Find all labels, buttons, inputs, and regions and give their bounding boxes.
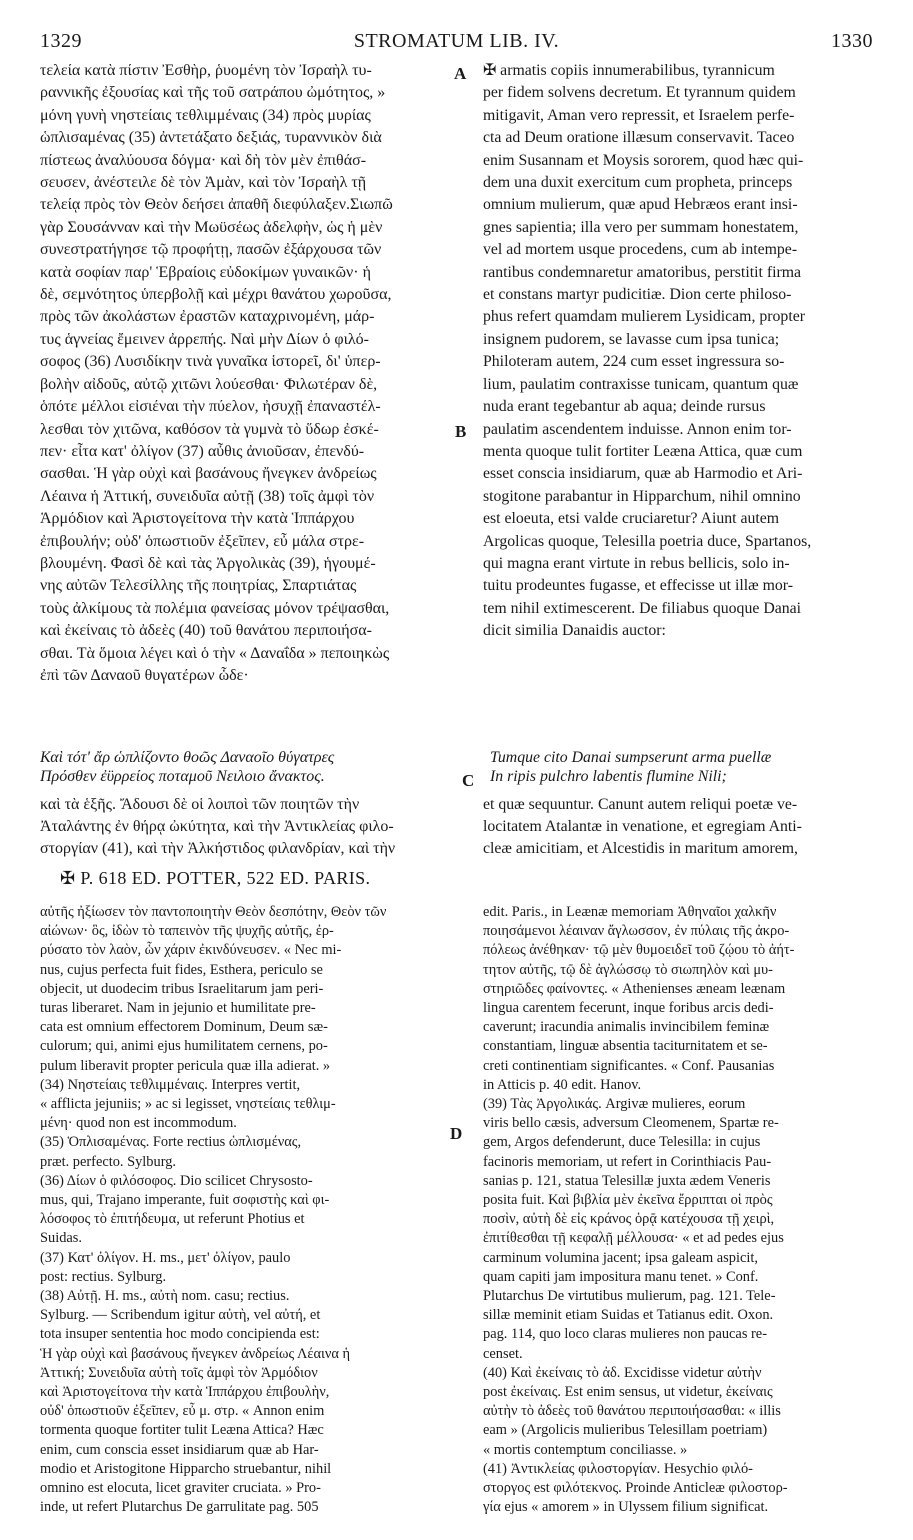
text-line: κατὰ σοφίαν παρ' Ἑβραίοις εὐδοκίμων γυναικῶν· ἡ <box>40 263 371 281</box>
text-line: nuda erant tegebantur ab aqua; deinde rursus <box>483 398 766 416</box>
text-line: lingua carentem fecerunt, inque foribus arcis dedi- <box>483 1000 774 1017</box>
text-line: post ἐκείναις. Est enim sensus, ut videtur, ἐκείναις <box>483 1384 773 1401</box>
text-line: Philoteram autem, 224 cum esset ingressura so- <box>483 353 785 371</box>
text-line: cleæ amicitiam, et Alcestidis in maritum amorem, <box>483 840 798 857</box>
text-line: cata est omnium effectorem Dominum, Deum sæ- <box>40 1019 328 1036</box>
text-line: Suidas. <box>40 1230 82 1247</box>
text-line: facinoris memoriam, ut refert in Corinthiacis Pau- <box>483 1153 772 1170</box>
text-line: βλουμένη. Φασὶ δὲ καὶ τὰς Ἀργολικὰς (39), ἡγουμέ- <box>40 554 376 572</box>
text-line: πόλεως ἀνέθηκαν· τῷ μὲν θυμοειδεῖ τοῦ ζῴου τὸ ἀήτ- <box>483 942 795 959</box>
text-line: Tumque cito Danai sumpserunt arma puellæ <box>490 749 772 766</box>
text-line: carminum volumina jacent; ipsa galeam aspicit, <box>483 1249 758 1266</box>
text-line: phus refert quamdam mulierem Lysidicam, propter <box>483 308 805 326</box>
footnotes-left-column <box>40 903 463 1518</box>
text-line: σθαι. Τὰ ὅμοια λέγει καὶ ὁ τὴν « Δαναΐδα » πεποιηκὼς <box>40 644 390 662</box>
text-line: est eloeuta, etsi valde cruciaretur? Aiunt autem <box>483 510 780 528</box>
text-line: τελεία κατὰ πίστιν Ἐσθὴρ, ῥυομένη τὸν Ἰσραὴλ τυ- <box>40 62 372 79</box>
text-line: (34) Νηστείαις τεθλιμμέναις. Interpres vertit, <box>40 1076 301 1093</box>
text-line: νης αὐτῶν Τελεσίλλης τῆς ποιητρίας, Σπαρτιάτας <box>40 577 357 595</box>
text-line: πίστεως ἀναλύουσα δόγμα· καὶ δὴ τὸν μὲν ἐπιθάσ- <box>40 151 367 169</box>
text-line: constantiam, linguæ absentia taciturnitatem et se- <box>483 1038 768 1055</box>
text-line: γία ejus « amorem » in Ulyssem filium significat. <box>483 1499 769 1516</box>
text-line: αὐτὴν τὸ ἀδεὲς τοῦ θανάτου περιποιήσασθαι: « illis <box>483 1403 781 1420</box>
greek-text-column <box>40 60 458 687</box>
text-line: viris bello cæsis, adversum Cleomenem, Spartæ re- <box>483 1115 779 1132</box>
text-line: tem nihil extimescerent. De filiabus quoque Danai <box>483 599 802 617</box>
text-line: βολὴν αἰδοῦς, αὐτῷ χιτῶνι λούεσθαι· Φιλωτέραν δὲ, <box>40 375 378 393</box>
text-line: mitigavit, Aman vero repressit, et Israelem perfe- <box>483 106 795 124</box>
text-line: Πρόσθεν ἐϋρρείος ποταμοῦ Νειλοιο ἄνακτος. <box>40 768 325 785</box>
text-line: dicit similia Danaidis auctor: <box>483 622 666 640</box>
text-line: στοργίαν (41), καὶ τὴν Ἀλκήστιδος φιλανδρίαν, καὶ τὴν <box>40 840 396 857</box>
text-line: mus, qui, Trajano imperante, fuit σοφιστὴς καὶ φι- <box>40 1192 330 1209</box>
margin-letter-c: C <box>462 771 475 790</box>
text-line: nus, cujus perfecta fuit fides, Esthera, periculo se <box>40 961 323 978</box>
text-line: Plutarchus De virtutibus mulierum, pag. 121. Tele- <box>483 1288 776 1305</box>
text-line: οὐδ' ὁπωστιοῦν ἐξεῖπεν, εὖ μ. στρ. « Annon enim <box>40 1403 325 1420</box>
text-line: turas liberaret. Nam in jejunio et humilitate pre- <box>40 1000 316 1017</box>
right-page-number: 1330 <box>831 30 873 52</box>
text-line: πεν· εἶτα κατ' ὀλίγον (37) αὖθις ἀνιοῦσαν, ἐπενδύ- <box>40 442 365 460</box>
text-line: culorum; qui, animi ejus humilitatem cernens, po- <box>40 1038 328 1055</box>
text-line: cta ad Deum oratione illæsum conservavit. Taceo <box>483 129 795 147</box>
text-line: (40) Καὶ ἐκείναις τὸ ἀδ. Excidisse videtur αὐτὴν <box>483 1364 762 1381</box>
text-line: τοὺς ἀλκίμους τὰ πολέμια φανείσας μόνον τρέψασθαι, <box>40 599 390 617</box>
text-line: ποιησάμενοι λέαιναν ἄγλωσσον, ἐν πύλαις τῆς ἀκρο- <box>483 923 790 940</box>
text-line: (41) Ἀντικλείας φιλοστοργίαν. Hesychio φιλό- <box>483 1460 753 1477</box>
text-line: « mortis contemptum conciliasse. » <box>483 1441 688 1458</box>
text-line: lium, paulatim contraxisse tunicam, quantum quæ <box>483 375 799 393</box>
text-line: et constans martyr pudicitiæ. Dion certe philoso- <box>483 286 792 304</box>
text-line: καὶ Ἀριστογείτονα τὴν κατὰ Ἱππάρχου ἐπιβουλὴν, <box>40 1384 330 1401</box>
text-line: στοργος est φιλότεκνος. Proinde Anticleæ φιλοστορ- <box>483 1480 788 1497</box>
text-line: locitatem Atalantæ in venatione, et egregiam Anti- <box>483 818 802 835</box>
text-line: qui magna erant virtute in rebus bellicis, solo in- <box>483 554 790 572</box>
text-line: ἐπὶ τῶν Δαναοῦ θυγατέρων ὧδε· <box>40 666 249 684</box>
text-line: posita fuit. Καὶ βιβλία μὲν ἐκεῖνα ἔρριπται οἱ πρὸς <box>483 1192 773 1209</box>
text-line: enim Susannam et Moysis sororem, quod hæc qui- <box>483 151 804 169</box>
text-line: quam capiti jam impositura manu tenet. » Conf. <box>483 1268 759 1285</box>
margin-letter-d: D <box>450 1124 463 1143</box>
text-line: ἐπιβουλήν; οὐδ' ὁπωστιοῦν ἐξεῖπεν, εὖ μάλα στρε- <box>40 532 365 550</box>
text-line: inde, ut refert Plutarchus De garrulitate pag. 505 <box>40 1499 319 1516</box>
text-line: (39) Τὰς Ἀργολικάς. Argivæ mulieres, eorum <box>483 1096 746 1113</box>
text-line: modio et Aristogitone Hipparcho struebantur, nihil <box>40 1460 332 1477</box>
text-line: præt. perfecto. Sylburg. <box>40 1153 177 1170</box>
text-line: in Atticis p. 40 edit. Hanov. <box>483 1076 642 1093</box>
text-line: (35) Ὁπλισαμένας. Forte rectius ὡπλισμένας, <box>40 1134 302 1151</box>
text-line: paulatim ascendentem induisse. Annon enim tor- <box>483 420 792 438</box>
text-line: τητον αὐτῆς, τῷ δὲ ἀγλώσσῳ τὸ σιωπηλὸν καὶ μυ- <box>483 961 773 978</box>
text-line: ὡπλισαμένας (35) ἀντετάξατο δεξιάς, τυραννικὸν διὰ <box>40 129 382 147</box>
text-line: objecit, ut duodecim tribus Israelitarum jam peri- <box>40 980 324 997</box>
latin-text-continuation <box>483 794 875 860</box>
text-line: αὐτῆς ἠξίωσεν τὸν παντοποιητὴν Θεὸν δεσπότην, Θεὸν τῶν <box>40 904 387 920</box>
text-line: gem, Argos defenderunt, duce Telesilla: in cujus <box>483 1134 761 1151</box>
text-line: dem una duxit exercitum cum propheta, princeps <box>483 174 793 192</box>
greek-verse-quote <box>40 748 460 786</box>
footnotes-right-column <box>483 903 875 1518</box>
text-line: Καὶ τότ' ἄρ ὡπλίζοντο θοῶς Δαναοῖο θύγατρες <box>40 749 335 766</box>
greek-text-continuation <box>40 794 458 860</box>
text-line: Argolicas quoque, Telesilla poetria duce, Spartanos, <box>483 532 812 550</box>
text-line: μόνη γυνὴ νηστείαις τεθλιμμέναις (34) πρὸς μυρίας <box>40 106 371 124</box>
text-line: καὶ ἐκείναις τὸ ἀδεὲς (40) τοῦ θανάτου περιποιήσα- <box>40 622 372 640</box>
text-line: δὲ, σεμνότητος ὑπερβολῇ καὶ μέχρι θανάτου χωροῦσα, <box>40 286 392 304</box>
text-line: ραννικῆς ἐξουσίας καὶ τῆς τοῦ σατράπου ὠμότητος, » <box>40 84 386 102</box>
text-line: gnes sapientia; illa vero per summam honestatem, <box>483 218 799 236</box>
text-line: σοφος (36) Λυσιδίκην τινὰ γυναῖκα ἱστορεῖ, δι' ὑπερ- <box>40 353 381 371</box>
text-line: post: rectius. Sylburg. <box>40 1268 167 1285</box>
text-line: ἐπιτίθεσθαι τῇ κεφαλῇ μέλλουσα· « et ad pedes ejus <box>483 1230 784 1247</box>
text-line: caverunt; iracundia animalis invincibilem feminæ <box>483 1019 770 1036</box>
latin-verse-quote <box>490 748 880 786</box>
text-line: omnino est elocuta, licet graviter cruciata. » Pro- <box>40 1480 321 1497</box>
text-line: τυς ἁγνείας ἔμεινεν ἀρρεπής. Ναὶ μὴν Δίων ὁ φιλό- <box>40 330 369 348</box>
text-line: (37) Κατ' ὀλίγον. H. ms., μετ' ὀλίγον, paulo <box>40 1249 291 1266</box>
text-line: « afflicta jejuniis; » ac si legisset, νηστείαις τεθλιμ- <box>40 1096 336 1113</box>
text-line: menta quoque tulit fortiter Leæna Attica, quæ cum <box>483 442 803 460</box>
margin-letter-a: A <box>454 64 467 83</box>
text-line: ποσὶν, αὐτὴ δὲ εἰς κράνος ὁρᾷ κατέχουσα τῇ χειρὶ, <box>483 1211 775 1228</box>
text-line: στηριῶδες φαίνοντες. « Athenienses æneam leænam <box>483 980 786 997</box>
text-line: creti continentiam significantes. « Conf. Pausanias <box>483 1057 775 1074</box>
text-line: ρύσατο τὸν λαὸν, ὧν χάριν ἐκινδύνευσεν. « Nec mi- <box>40 942 342 959</box>
text-line: λεσθαι τὸν χιτῶνα, καθόσον τὰ γυμνὰ τὸ ὕδωρ ἐσκέ- <box>40 420 379 438</box>
text-line: per fidem solvens decretum. Et tyrannum quidem <box>483 84 796 102</box>
text-line: enim, cum conscia esset insidiarum quæ ab Har- <box>40 1441 319 1458</box>
text-line: καὶ τὰ ἑξῆς. Ἄδουσι δὲ οἱ λοιποὶ τῶν ποιητῶν τὴν <box>40 796 360 813</box>
text-line: insignem pudorem, se lavasse cum ipsa tunica; <box>483 330 780 348</box>
text-line: In ripis pulchro labentis flumine Nili; <box>490 768 727 785</box>
text-line: σασθαι. Ἡ γὰρ οὐχὶ καὶ βασάνους ἤνεγκεν ἀνδρείως <box>40 465 377 483</box>
text-line: eam » (Argolicis mulieribus Telesillam poetriam) <box>483 1422 768 1439</box>
text-line: αἰώνων· ὃς, ἰδὼν τὸ ταπεινὸν τῆς ψυχῆς αὐτῆς, ἐρ- <box>40 923 334 940</box>
text-line: Ἀταλάντης ἐν θήρᾳ ὠκύτητα, καὶ τὴν Ἀντικλείας φιλο- <box>40 818 394 835</box>
text-line: esset conscia insidiarum, quæ ab Harmodio et Ari- <box>483 465 803 483</box>
text-line: censet. <box>483 1345 523 1362</box>
text-line: Λέαινα ἡ Ἀττική, συνειδυῖα αὐτῇ (38) τοῖς ἀμφὶ τὸν <box>40 487 375 505</box>
text-line: tuitu prodeuntes fugasse, et effecisse ut illæ mor- <box>483 577 793 595</box>
text-line: tormenta quoque fortiter tulit Leæna Attica? Hæc <box>40 1422 324 1439</box>
text-line: πρὸς τῶν ἀκολάστων ἐραστῶν καταχρινομένη, μάρ- <box>40 308 375 326</box>
text-line: vel ad mortem usque procedens, cum ab intempe- <box>483 241 798 259</box>
text-line: pulum liberavit propter pericula quæ illa adierat. » <box>40 1057 331 1074</box>
edition-reference: ✠ P. 618 ED. POTTER, 522 ED. PARIS. <box>60 868 371 888</box>
text-line: Sylburg. — Scribendum igitur αὐτὴ, vel αὐτή, et <box>40 1307 321 1324</box>
text-line: μένη· quod non est incommodum. <box>40 1115 237 1132</box>
latin-text-column <box>483 60 875 643</box>
text-line: (36) Δίων ὁ φιλόσοφος. Dio scilicet Chrysosto- <box>40 1172 313 1189</box>
text-line: (38) Αὐτῇ. H. ms., αὐτὴ nom. casu; rectius. <box>40 1288 290 1305</box>
text-line: ✠ armatis copiis innumerabilibus, tyrannicum <box>483 62 775 79</box>
text-line: stogitone parabantur in Hipparchum, nihil omnino <box>483 487 801 505</box>
text-line: γὰρ Σουσάνναν καὶ τὴν Μωϋσέως ἀδελφὴν, ὡς ἡ μὲν <box>40 218 383 236</box>
text-line: rantibus condemnaretur amatoribus, perstitit firma <box>483 263 802 281</box>
margin-letter-b: B <box>455 422 467 441</box>
text-line: et quæ sequuntur. Canunt autem reliqui poetæ ve- <box>483 796 798 813</box>
running-title: STROMATUM LIB. IV. <box>353 30 560 52</box>
text-line: pag. 114, quo loco claras mulieres non paucas re- <box>483 1326 767 1343</box>
text-line: συνεστρατήγησε τῷ προφήτῃ, πασῶν ἐξάρχουσα τῶν <box>40 241 382 259</box>
text-line: Ἀττική; Συνειδυῖα αὐτὴ τοῖς ἀμφὶ τὸν Ἁρμόδιον <box>40 1364 318 1381</box>
text-line: ὁπότε μέλλοι εἰσιέναι τὴν πύελον, ἠσυχῇ ἐπαναστέλ- <box>40 398 381 416</box>
text-line: edit. Paris., in Leænæ memoriam Ἀθηναῖοι χαλκῆν <box>483 904 777 920</box>
running-header <box>40 30 873 56</box>
text-line: omnium mulierum, quæ apud Hebræos erant insi- <box>483 196 798 214</box>
text-line: τελείᾳ πρὸς τὸν Θεὸν δεήσει ἀπαθῆ διεφύλαξεν.Σιωπῶ <box>40 196 393 214</box>
text-line: sanias p. 121, statua Telesillæ juxta ædem Veneris <box>483 1172 771 1189</box>
text-line: σευσεν, ἀνέστειλε δὲ τὸν Ἀμὰν, καὶ τὸν Ἰσραὴλ τῇ <box>40 174 367 192</box>
left-page-number: 1329 <box>40 30 82 52</box>
text-line: Ἡ γὰρ οὐχὶ καὶ βασάνους ἤνεγκεν ἀνδρείως Λέαινα ἡ <box>40 1345 351 1362</box>
text-line: Ἁρμόδιον καὶ Ἀριστογείτονα τὴν κατὰ Ἱππάρχου <box>40 510 355 528</box>
text-line: λόσοφος τὸ ἐπιτήδευμα, ut referunt Photius et <box>40 1211 305 1228</box>
text-line: tota insuper sententia hoc modo concipienda est: <box>40 1326 320 1343</box>
text-line: sillæ meminit etiam Suidas et Tatianus edit. Oxon. <box>483 1307 774 1324</box>
